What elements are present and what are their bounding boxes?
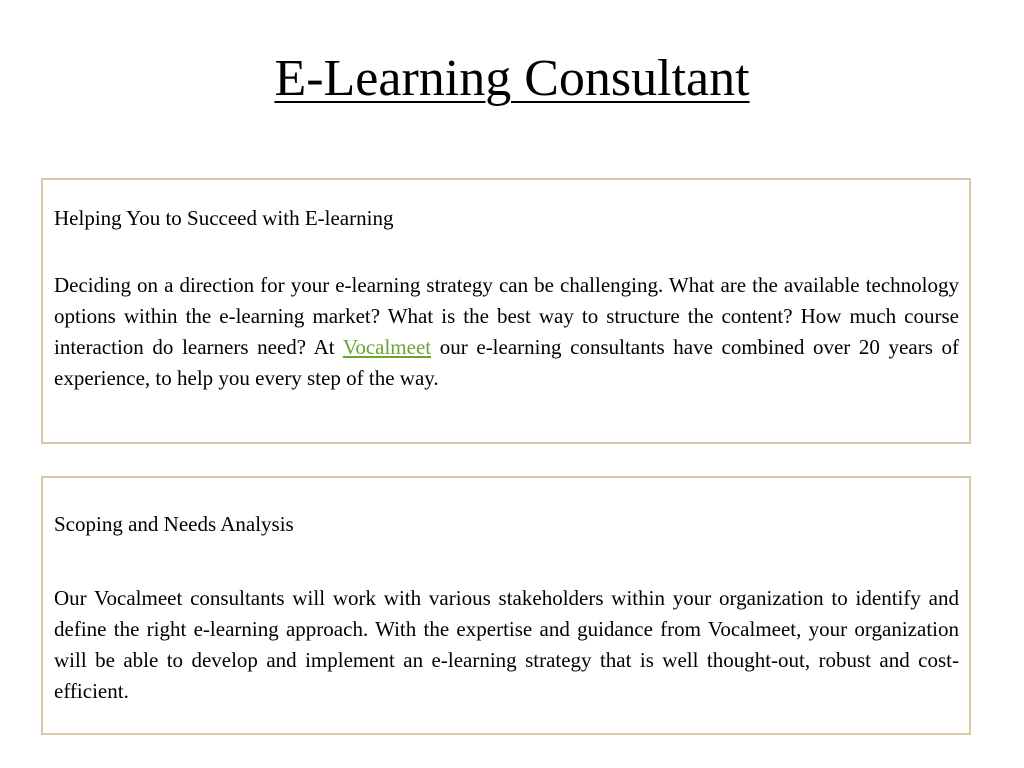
vocalmeet-link[interactable]: Vocalmeet xyxy=(342,335,432,359)
paragraph-text-after-link: our e-learning consultants have combined over 20 years of experience, to help you every step of the way. xyxy=(54,335,959,390)
section-heading-succeed: Helping You to Succeed with E-learning xyxy=(54,206,394,230)
section-paragraph-succeed xyxy=(54,270,959,394)
section-heading-scoping: Scoping and Needs Analysis xyxy=(54,512,294,536)
paragraph-text-before-link: Deciding on a direction for your e-learning strategy can be challenging. What are the available technology options within the e-learning market? What is the best way to structure the content? How much course interaction do learners need? At xyxy=(54,273,959,359)
page-title: E-Learning Consultant xyxy=(274,50,750,107)
section-box-succeed xyxy=(41,178,971,444)
section-box-scoping xyxy=(41,476,971,735)
section-paragraph-scoping: Our Vocalmeet consultants will work with various stakeholders within your organization to identify and define the right e-learning approach. With the expertise and guidance from Vocalmeet, your organization will be able to develop and implement an e-learning strategy that is well thought-out, robust and cost-efficient. xyxy=(54,586,959,703)
